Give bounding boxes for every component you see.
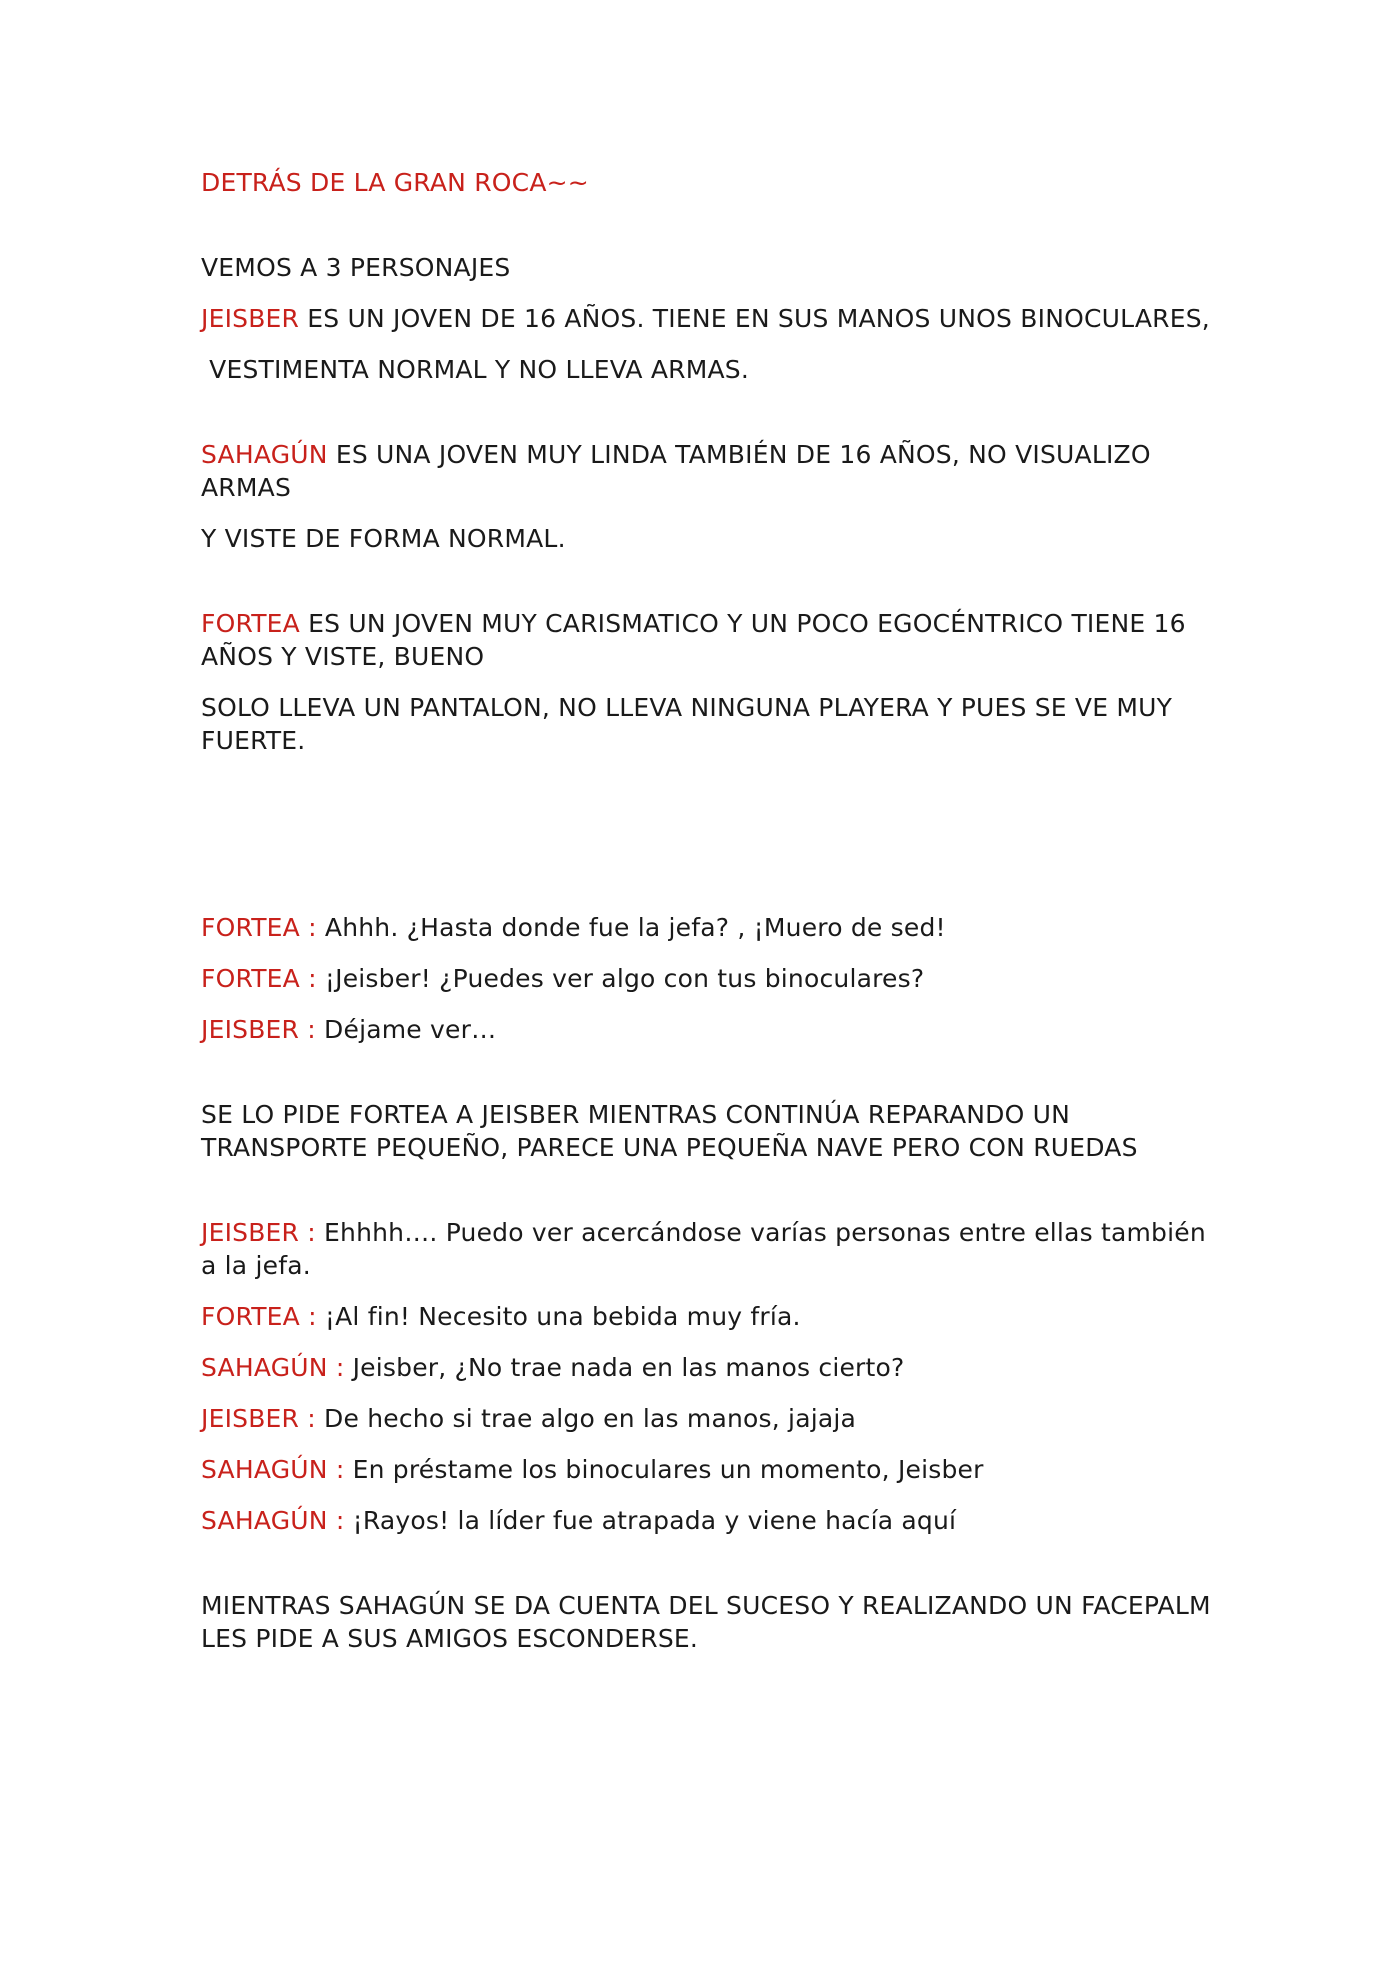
dialogue-text: En préstame los binoculares un momento, Jeisber — [344, 1455, 984, 1484]
dialogue-line — [201, 1216, 1215, 1282]
character-description-sahagun — [201, 438, 1211, 504]
character-description-text: ES UNA JOVEN MUY LINDA TAMBIÉN DE 16 AÑOS, NO VISUALIZO ARMAS — [201, 440, 1159, 502]
character-description-continuation: Y VISTE DE FORMA NORMAL. — [201, 524, 566, 553]
dialogue-line — [201, 1504, 1211, 1537]
intro-line: VEMOS A 3 PERSONAJES — [201, 253, 511, 282]
speaker-name: SAHAGÚN : — [201, 1353, 345, 1382]
dialogue-line — [201, 911, 1211, 944]
speaker-name: SAHAGÚN : — [201, 1506, 345, 1535]
scene-heading: DETRÁS DE LA GRAN ROCA~~ — [201, 168, 589, 197]
action-line: SE LO PIDE FORTEA A JEISBER MIENTRAS CONTINÚA REPARANDO UN TRANSPORTE PEQUEÑO, PARECE UNA PEQUEÑA NAVE PERO CON RUEDAS — [201, 1100, 1138, 1162]
dialogue-line — [201, 1402, 1211, 1435]
script-body — [201, 166, 1219, 1673]
dialogue-text: Jeisber, ¿No trae nada en las manos cierto? — [344, 1353, 905, 1382]
dialogue-line — [201, 962, 1211, 995]
dialogue-text: De hecho si trae algo en las manos, jajaja — [315, 1404, 857, 1433]
dialogue-text: Ahhh. ¿Hasta donde fue la jefa? , ¡Muero de sed! — [316, 913, 946, 942]
speaker-name: SAHAGÚN : — [201, 1455, 345, 1484]
dialogue-text: ¡Rayos! la líder fue atrapada y viene hacía aquí — [344, 1506, 957, 1535]
dialogue-line — [201, 1351, 1211, 1384]
speaker-name: JEISBER : — [201, 1218, 316, 1247]
speaker-name: JEISBER : — [201, 1015, 316, 1044]
character-description-continuation: VESTIMENTA NORMAL Y NO LLEVA ARMAS. — [201, 355, 750, 384]
speaker-name: FORTEA : — [201, 964, 317, 993]
dialogue-text: ¡Jeisber! ¿Puedes ver algo con tus binoculares? — [316, 964, 925, 993]
speaker-name: JEISBER : — [201, 1404, 316, 1433]
speaker-name: FORTEA : — [201, 913, 317, 942]
dialogue-line — [201, 1453, 1211, 1486]
character-name: SAHAGÚN — [201, 440, 328, 469]
action-line: MIENTRAS SAHAGÚN SE DA CUENTA DEL SUCESO Y REALIZANDO UN FACEPALM LES PIDE A SUS AMIGOS ESCONDERSE. — [201, 1591, 1219, 1653]
character-description-continuation: SOLO LLEVA UN PANTALON, NO LLEVA NINGUNA PLAYERA Y PUES SE VE MUY FUERTE. — [201, 693, 1181, 755]
character-name: FORTEA — [201, 609, 300, 638]
character-description-jeisber — [201, 302, 1211, 335]
speaker-name: FORTEA : — [201, 1302, 317, 1331]
dialogue-text: Déjame ver… — [315, 1015, 497, 1044]
character-description-text: ES UN JOVEN DE 16 AÑOS. TIENE EN SUS MANOS UNOS BINOCULARES, — [299, 304, 1210, 333]
dialogue-line — [201, 1300, 1211, 1333]
character-description-text: ES UN JOVEN MUY CARISMATICO Y UN POCO EGOCÉNTRICO TIENE 16 AÑOS Y VISTE, BUENO — [201, 609, 1194, 671]
dialogue-line — [201, 1013, 1211, 1046]
character-description-fortea — [201, 607, 1211, 673]
dialogue-text: Ehhhh…. Puedo ver acercándose varías personas entre ellas también a la jefa. — [201, 1218, 1215, 1280]
character-name: JEISBER — [201, 304, 300, 333]
dialogue-text: ¡Al fin! Necesito una bebida muy fría. — [316, 1302, 801, 1331]
